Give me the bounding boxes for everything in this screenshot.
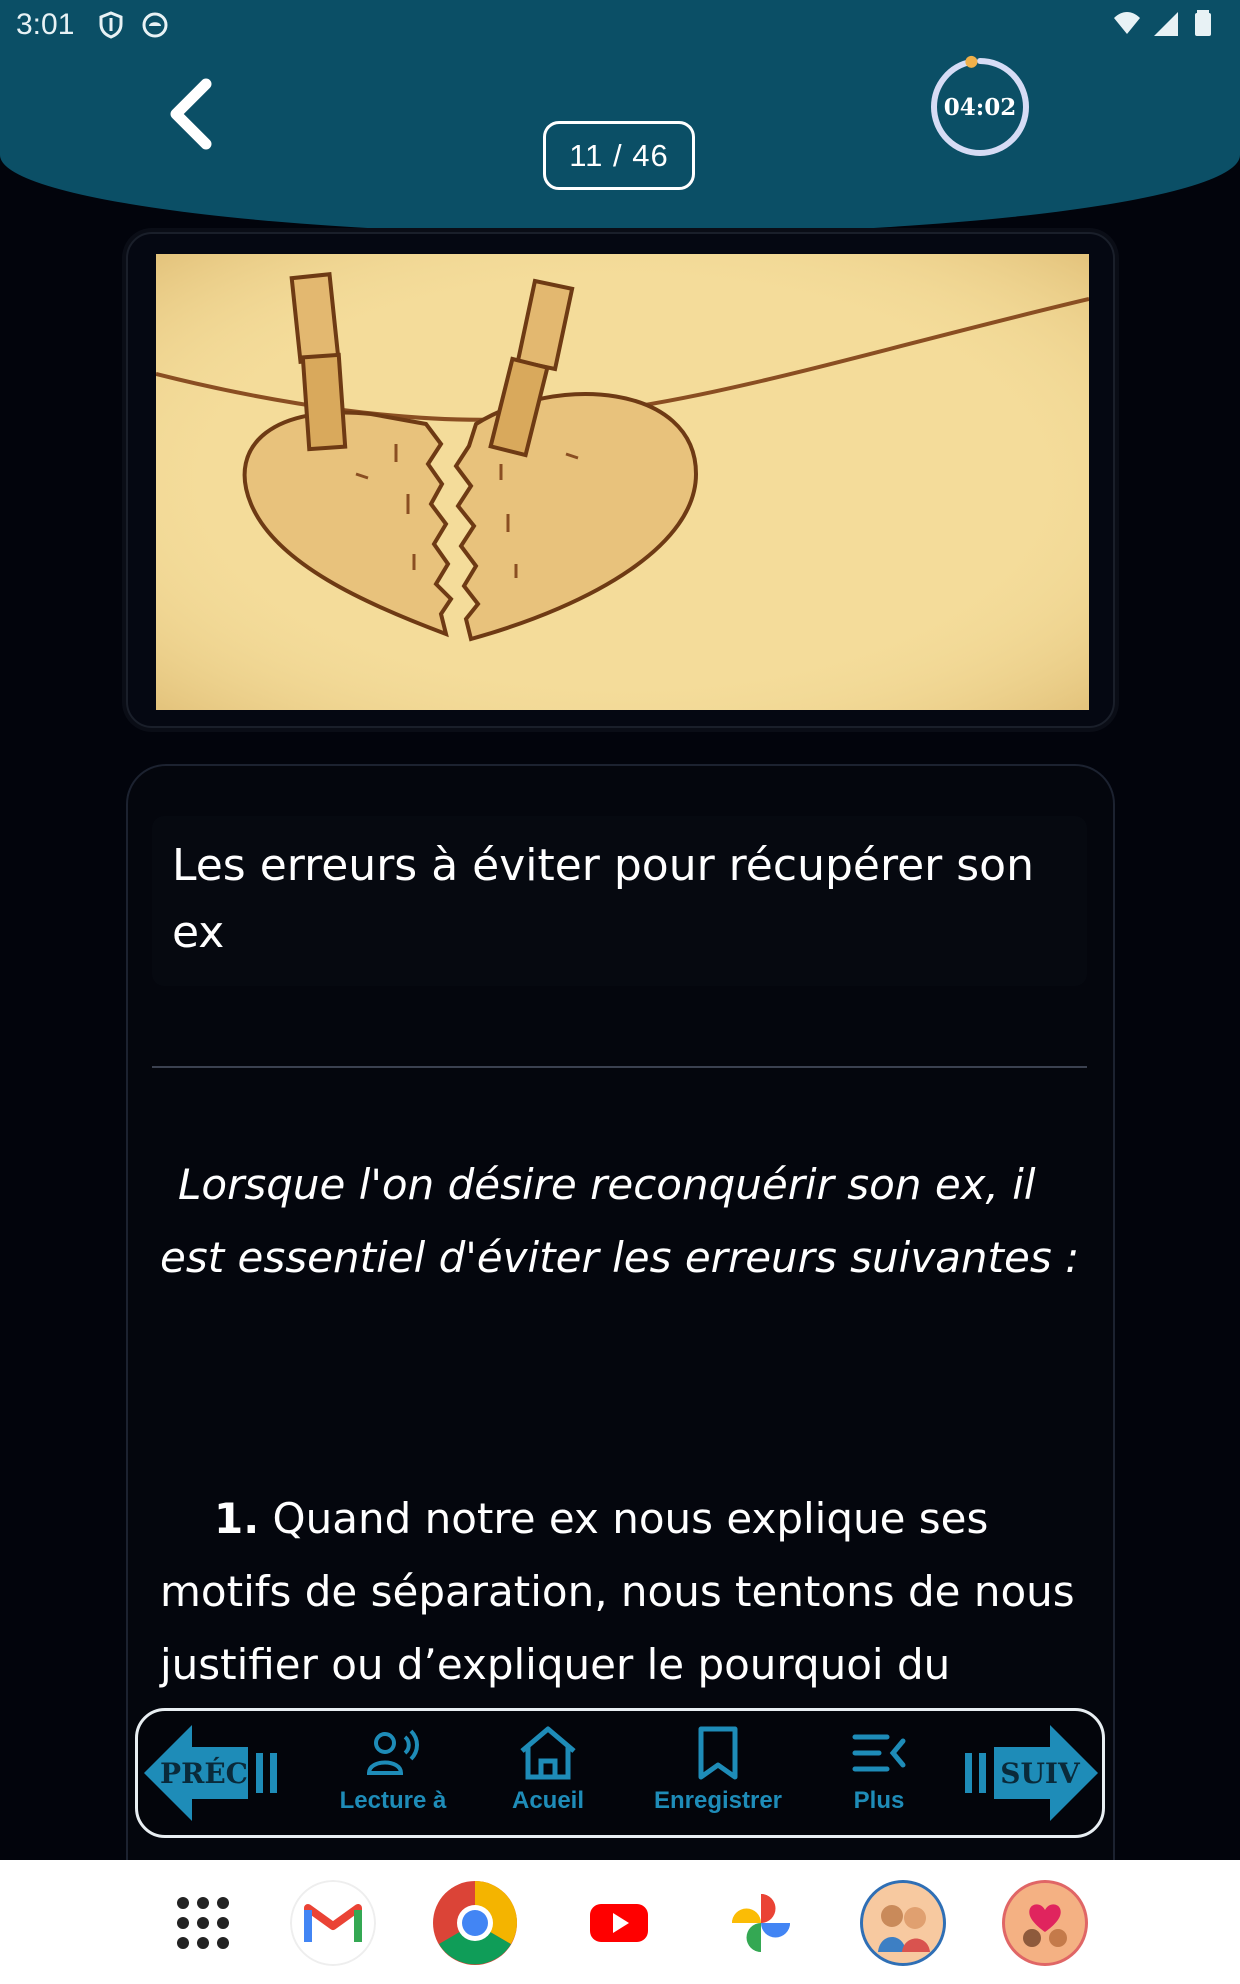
notification-icon bbox=[140, 10, 170, 40]
bookmark-icon bbox=[693, 1723, 743, 1783]
home-icon bbox=[516, 1723, 580, 1783]
more-label: Plus bbox=[853, 1787, 905, 1814]
article-title-box bbox=[152, 816, 1087, 986]
save-label: Enregistrer bbox=[653, 1787, 783, 1814]
menu-more-icon bbox=[849, 1723, 909, 1783]
divider bbox=[152, 1066, 1087, 1068]
app-couple-icon[interactable] bbox=[860, 1880, 946, 1966]
gmail-icon[interactable] bbox=[290, 1880, 376, 1966]
youtube-icon[interactable] bbox=[576, 1880, 662, 1966]
article-intro: Lorsque l'on désire reconquérir son ex, il est essentiel d'éviter les erreurs suivantes : bbox=[160, 1160, 1080, 1282]
next-button[interactable] bbox=[952, 1719, 1102, 1827]
timer bbox=[928, 55, 1032, 159]
app-drawer-icon[interactable] bbox=[160, 1880, 246, 1966]
chrome-icon[interactable] bbox=[432, 1880, 518, 1966]
article-list-item bbox=[160, 1482, 1080, 1701]
read-aloud-button[interactable] bbox=[298, 1711, 488, 1835]
speaker-person-icon bbox=[363, 1723, 423, 1783]
app-header bbox=[0, 0, 1240, 235]
illustration-card bbox=[126, 232, 1115, 728]
signal-icon bbox=[1150, 8, 1180, 38]
battery-icon bbox=[1188, 8, 1218, 38]
broken-heart-illustration bbox=[156, 254, 1089, 710]
page-counter: 11 / 46 bbox=[543, 121, 695, 190]
more-button[interactable] bbox=[814, 1711, 944, 1835]
photos-icon[interactable] bbox=[718, 1880, 804, 1966]
article-title: Les erreurs à éviter pour récupérer son ex bbox=[172, 840, 1034, 958]
shield-icon bbox=[96, 10, 126, 40]
save-button[interactable] bbox=[618, 1711, 818, 1835]
prev-button[interactable] bbox=[140, 1719, 290, 1827]
illustration-image bbox=[156, 254, 1089, 710]
next-label: SUIV bbox=[1000, 1757, 1080, 1790]
chevron-left-icon[interactable] bbox=[160, 76, 220, 152]
home-label: Acueil bbox=[511, 1787, 585, 1814]
status-time: 3:01 bbox=[16, 8, 75, 41]
app-dock bbox=[0, 1860, 1240, 1984]
home-button[interactable] bbox=[478, 1711, 618, 1835]
list-item-text: Quand notre ex nous explique ses motifs de séparation, nous tentons de nous justifier ou d’expliquer le pourquoi du bbox=[160, 1494, 1075, 1689]
list-item-number: 1. bbox=[214, 1494, 260, 1543]
bottom-navigation bbox=[135, 1708, 1105, 1838]
read-aloud-label: Lecture à bbox=[339, 1787, 447, 1814]
prev-label: PRÉC bbox=[160, 1757, 248, 1790]
timer-text: 04:02 bbox=[943, 93, 1017, 121]
wifi-icon bbox=[1112, 8, 1142, 38]
app-love-icon[interactable] bbox=[1002, 1880, 1088, 1966]
